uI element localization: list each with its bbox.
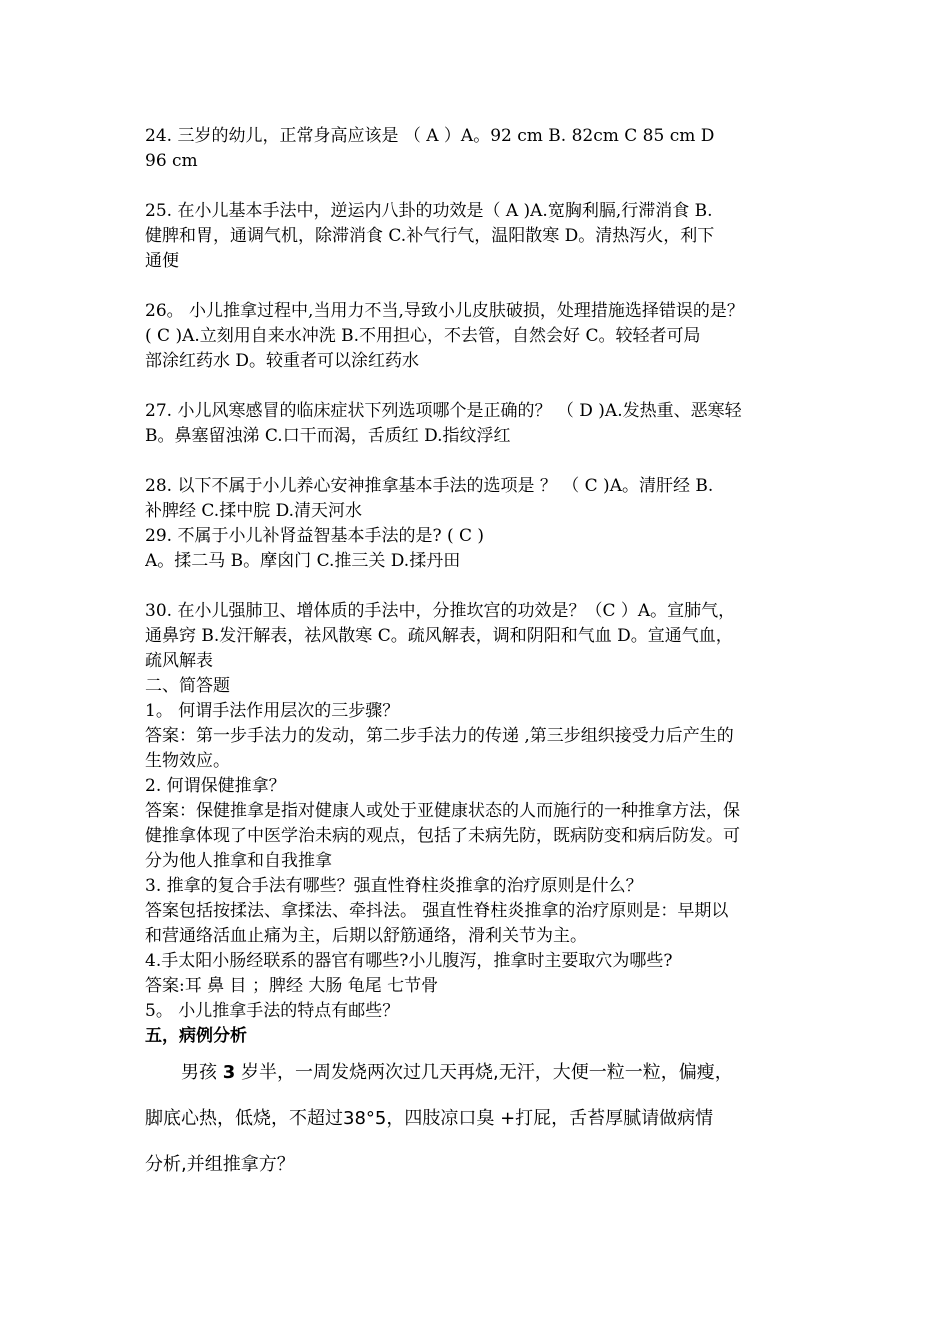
question-27	[145, 399, 807, 449]
question-text: 补脾经 C.揉中脘 D.清天河水	[145, 501, 363, 521]
question-text: 30. 在小儿强肺卫、增体质的手法中，分推坎宫的功效是？（C ）A。宣肺气，	[145, 601, 736, 621]
question-text: 96 cm	[145, 151, 198, 171]
short-answer-4	[145, 949, 807, 999]
question-text: 24. 三岁的幼儿，正常身高应该是 （ A ）A。92 cm B. 82cm C 85 cm D	[145, 126, 715, 146]
short-answer-1	[145, 699, 807, 774]
question-25	[145, 199, 807, 274]
question-text: 疏风解表	[145, 651, 213, 671]
question-29	[145, 524, 807, 574]
case-text-part: 男孩	[181, 1062, 223, 1083]
question-28	[145, 474, 807, 524]
question-text: 29. 不属于小儿补肾益智基本手法的是? ( C )	[145, 526, 485, 546]
case-text	[145, 1061, 807, 1085]
section-heading-case-analysis: 五，病例分析	[145, 1026, 247, 1046]
short-answer-3	[145, 874, 807, 949]
question-24	[145, 124, 807, 174]
question-text: 通便	[145, 251, 179, 271]
question-30	[145, 599, 807, 674]
case-text: 分析,并组推拿方？	[145, 1154, 295, 1175]
short-answer-text: 答案:耳 鼻 目 ；脾经 大肠 龟尾 七节骨	[145, 976, 439, 996]
document-page	[145, 124, 807, 1177]
short-answer-text: 答案：保健推拿是指对健康人或处于亚健康状态的人而施行的一种推拿方法，保	[145, 801, 740, 821]
question-text: 部涂红药水 D。较重者可以涂红药水	[145, 351, 420, 371]
question-text: 25. 在小儿基本手法中，逆运内八卦的功效是（ A )A.宽胸利膈,行滞消食 B.	[145, 201, 713, 221]
case-text-part: 岁半，一周发烧两次过几天再烧,无汗，大便一粒一粒，偏瘦，	[235, 1062, 733, 1083]
question-text: B。鼻塞留浊涕 C.口干而渴，舌质红 D.指纹浮红	[145, 426, 511, 446]
short-answer-text: 答案：第一步手法力的发动，第二步手法力的传递 ,第三步组织接受力后产生的	[145, 726, 734, 746]
case-analysis-body	[145, 1061, 807, 1177]
case-age-number: 3	[222, 1062, 236, 1083]
short-answer-question: 4.手太阳小肠经联系的器官有哪些?小儿腹泻，推拿时主要取穴为哪些?	[145, 951, 673, 971]
short-answer-question: 2. 何谓保健推拿？	[145, 776, 286, 796]
short-answer-question: 5。 小儿推拿手法的特点有邮些？	[145, 1001, 400, 1021]
short-answer-question: 1。 何谓手法作用层次的三步骤？	[145, 701, 400, 721]
short-answer-text: 生物效应。	[145, 751, 230, 771]
question-text: 26。 小儿推拿过程中,当用力不当,导致小儿皮肤破损，处理措施选择错误的是？	[145, 301, 744, 321]
short-answer-text: 分为他人推拿和自我推拿	[145, 851, 332, 871]
question-text: A。揉二马 B。摩囟门 C.推三关 D.揉丹田	[145, 551, 461, 571]
case-text: 脚底心热，低烧，不超过38°5，四肢凉口臭 +打屁，舌苔厚腻请做病情	[145, 1108, 714, 1129]
short-answer-question: 3. 推拿的复合手法有哪些？强直性脊柱炎推拿的治疗原则是什么？	[145, 876, 643, 896]
question-text: 27. 小儿风寒感冒的临床症状下列选项哪个是正确的？ （ D )A.发热重、恶寒轻	[145, 401, 742, 421]
question-text: 通鼻窍 B.发汗解表，祛风散寒 C。疏风解表，调和阴阳和气血 D。宣通气血，	[145, 626, 733, 646]
short-answer-text: 和营通络活血止痛为主，后期以舒筋通络，滑利关节为主。	[145, 926, 587, 946]
short-answer-text: 健推拿体现了中医学治未病的观点，包括了未病先防，既病防变和病后防发。可	[145, 826, 740, 846]
question-text: 28. 以下不属于小儿养心安神推拿基本手法的选项是 ？ （ C )A。清肝经 B.	[145, 476, 714, 496]
short-answer-5	[145, 999, 807, 1024]
section-heading-short-answer: 二、简答题	[145, 676, 230, 696]
question-text: ( C )A.立刻用自来水冲洗 B.不用担心，不去管，自然会好 C。较轻者可局	[145, 326, 701, 346]
question-26	[145, 299, 807, 374]
question-text: 健脾和胃，通调气机，除滞消食 C.补气行气，温阳散寒 D。清热泻火，利下	[145, 226, 715, 246]
short-answer-text: 答案包括按揉法、拿揉法、牵抖法。 强直性脊柱炎推拿的治疗原则是：早期以	[145, 901, 729, 921]
short-answer-2	[145, 774, 807, 874]
